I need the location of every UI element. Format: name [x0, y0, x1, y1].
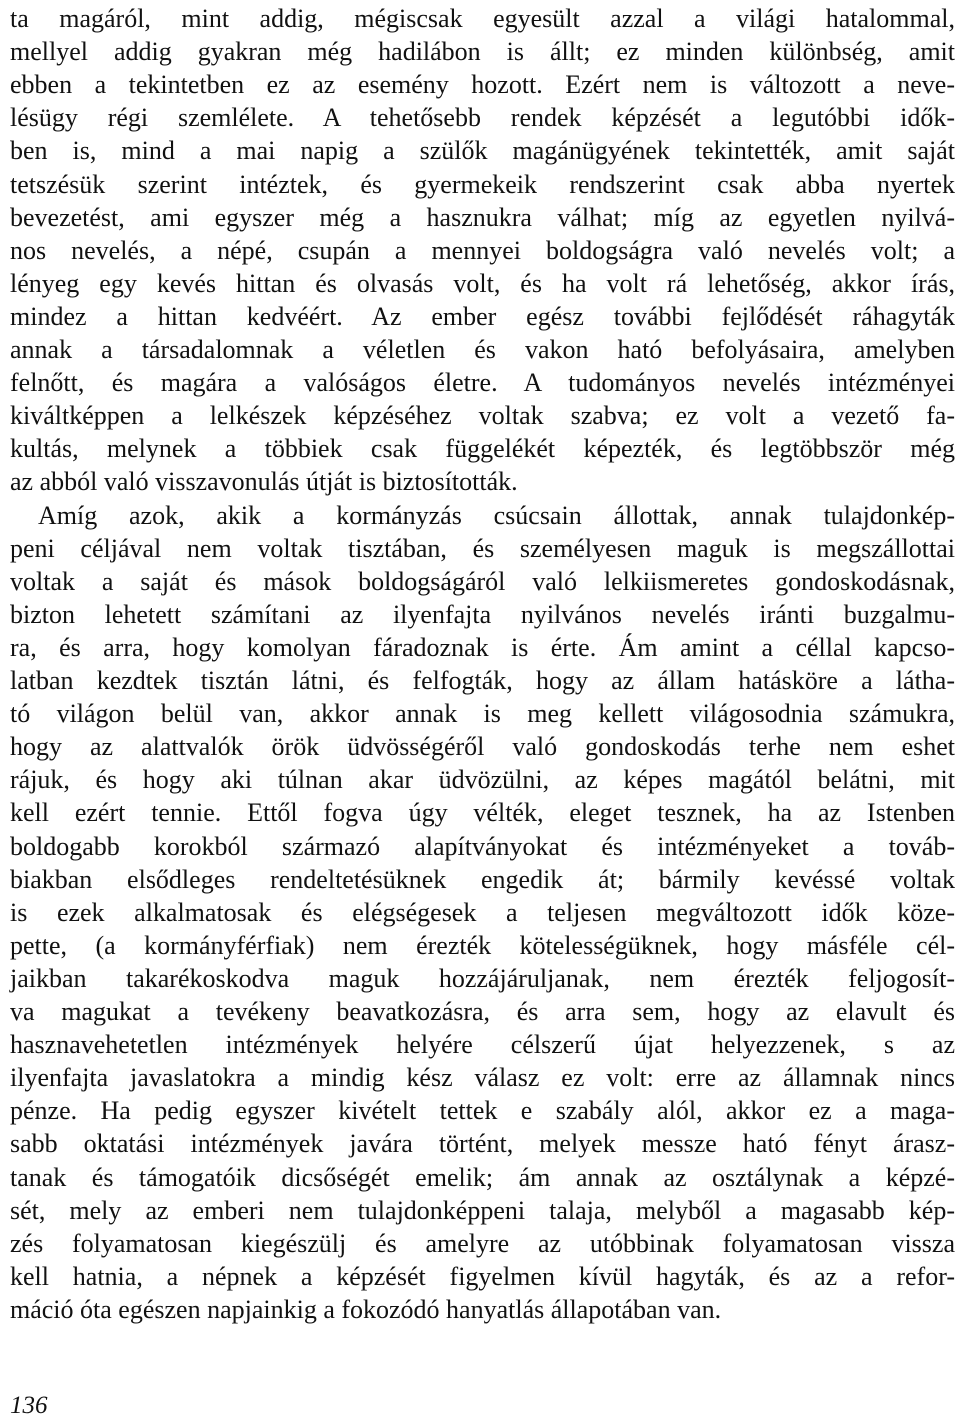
- text-line: kultás, melynek a többiek csak függelékét képezték, és legtöbbször még: [10, 434, 955, 464]
- text-line: lésügy régi szemlélete. A tehetősebb rendek képzését a legutóbbi idők-: [10, 103, 955, 133]
- text-line: va magukat a tevékeny beavatkozásra, és arra sem, hogy az elavult és: [10, 997, 955, 1026]
- text-line: ta magáról, mint addig, mégiscsak egyesült azzal a világi hatalommal,: [10, 4, 955, 33]
- text-line: felnőtt, és magára a valóságos életre. A tudományos nevelés intézményei: [10, 368, 955, 398]
- text-line: kell ezért tennie. Ettől fogva úgy vélték, eleget tesznek, ha az Istenben: [10, 798, 955, 828]
- text-line: hogy az alattvalók örök üdvösségéről való gondoskodás terhe nem eshet: [10, 732, 955, 762]
- text-line: máció óta egészen napjainkig a fokozódó hanyatlás állapotában van.: [10, 1294, 722, 1324]
- text-line: kiváltképpen a lelkészek képzéséhez voltak szabva; ez volt a vezető fa-: [10, 401, 955, 431]
- text-line: nos nevelés, a népé, csupán a mennyei boldogságra való nevelés volt; a: [10, 235, 955, 265]
- text-line: sét, mely az emberi nem tulajdonképpeni talaja, melyből a magasabb kép-: [10, 1195, 955, 1225]
- text-line: ben is, mind a mai napig a szülők magánügyének tekintették, amit saját: [10, 136, 955, 166]
- text-line: ebben a tekintetben ez az esemény hozott. Ezért nem is változott a neve-: [10, 70, 955, 100]
- text-line: mindez a hittan kedvéért. Az ember egész további fejlődését ráhagyták: [10, 301, 955, 331]
- text-line: bizton lehetett számítani az ilyenfajta nyilvános nevelés iránti buzgalmu-: [10, 599, 955, 629]
- text-line: bevezetést, ami egyszer még a hasznukra válhat; míg az egyetlen nyilvá-: [10, 202, 955, 232]
- text-line: kell hatnia, a népnek a képzését figyelmen kívül hagyták, és az a refor-: [10, 1261, 955, 1291]
- text-line: tetszésük szerint intéztek, és gyermekeik rendszerint csak abba nyertek: [10, 169, 955, 199]
- page-number: 136: [10, 1392, 48, 1419]
- text-line: lényeg egy kevés hittan és olvasás volt, és ha volt rá lehetőség, akkor írás,: [10, 268, 955, 298]
- text-line: sabb oktatási intézmények javára történt, melyek messze ható fényt árasz-: [10, 1129, 955, 1159]
- text-line: peni céljával nem voltak tisztában, és személyesen maguk is megszállottai: [10, 533, 955, 563]
- text-line: annak a társadalomnak a véletlen és vakon ható befolyásaira, amelyben: [10, 335, 955, 364]
- text-line: mellyel addig gyakran még hadilábon is állt; ez minden különbség, amit: [10, 37, 955, 67]
- text-line: zés folyamatosan kiegészülj és amelyre az utóbbinak folyamatosan vissza: [10, 1228, 955, 1258]
- text-line: is ezek alkalmatosak és elégségesek a teljesen megváltozott idők köze-: [10, 897, 955, 927]
- text-line: rájuk, és hogy aki túlnan akar üdvözülni, az képes magától belátni, mit: [10, 765, 955, 795]
- text-line: biakban elsődleges rendeltetésüknek engedik át; bármily kevéssé voltak: [10, 864, 955, 894]
- text-line: ra, és arra, hogy komolyan fáradoznak is érte. Ám amint a céllal kapcso-: [10, 632, 955, 662]
- text-line: ilyenfajta javaslatokra a mindig kész válasz ez volt: erre az államnak nincs: [10, 1063, 955, 1093]
- text-line: jaikban takarékoskodva maguk hozzájáruljanak, nem érezték feljogosít-: [10, 963, 955, 993]
- text-line: tanak és támogatóik dicsőségét emelik; ám annak az osztálynak a képzé-: [10, 1162, 955, 1192]
- text-line: az abból való visszavonulás útját is biztosították.: [10, 467, 518, 497]
- text-line: voltak a saját és mások boldogságáról való lelkiismeretes gondoskodásnak,: [10, 566, 955, 596]
- text-line: pette, (a kormányférfiak) nem érezték kötelességüknek, hogy másféle cél-: [10, 930, 955, 960]
- text-line: boldogabb korokból származó alapítványokat és intézményeket a továb-: [10, 831, 955, 861]
- text-line: latban kezdtek tisztán látni, és felfogták, hogy az állam hatásköre a látha-: [10, 666, 955, 695]
- text-line: Amíg azok, akik a kormányzás csúcsain állottak, annak tulajdonkép-: [38, 500, 955, 530]
- text-line: pénze. Ha pedig egyszer kivételt tettek e szabály alól, akkor ez a maga-: [10, 1096, 955, 1126]
- text-line: hasznavehetetlen intézmények helyére célszerű újat helyezzenek, s az: [10, 1030, 955, 1060]
- text-line: tó világon belül van, akkor annak is meg kellett világosodnia számukra,: [10, 699, 955, 729]
